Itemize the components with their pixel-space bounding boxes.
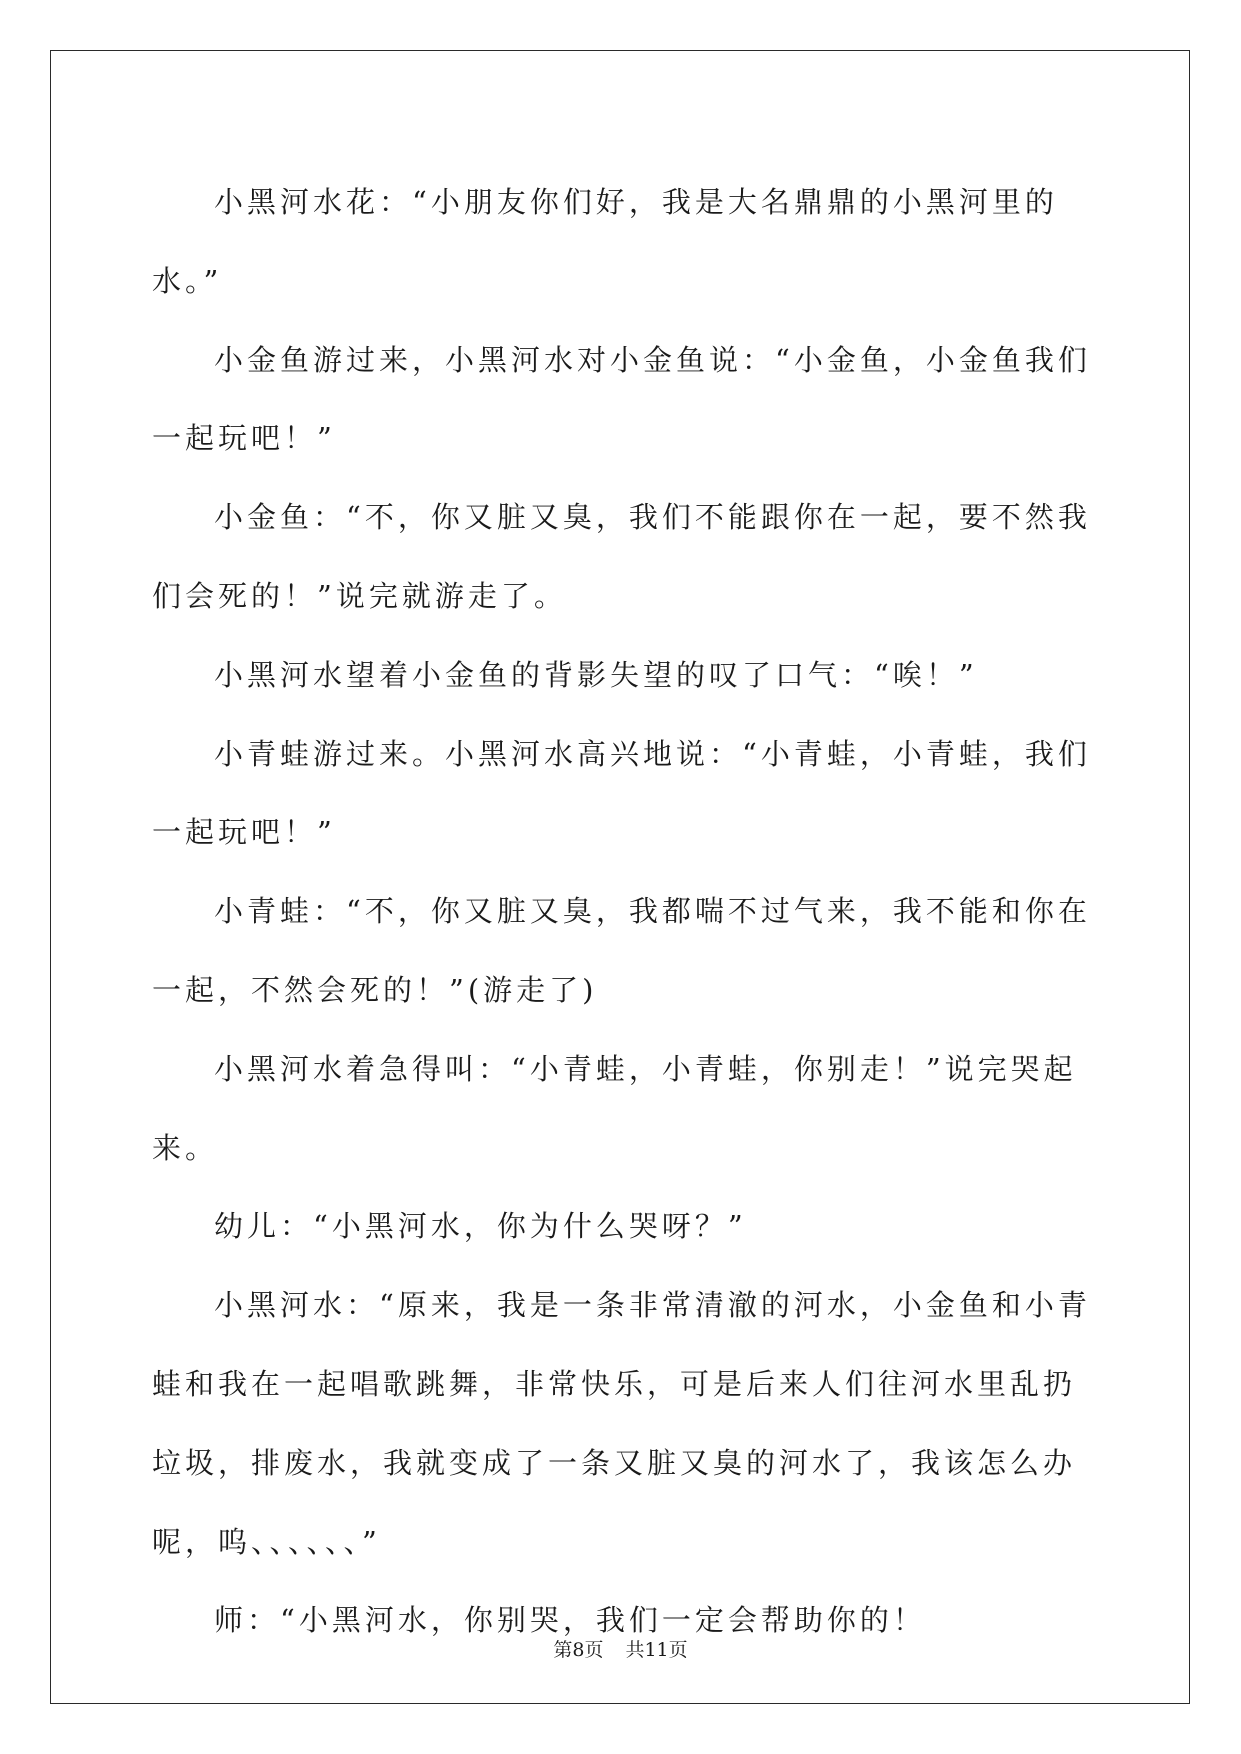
document-body bbox=[152, 163, 1096, 1660]
page-total: 共11页 bbox=[625, 1639, 688, 1661]
paragraph-9: 小黑河水：“原来，我是一条非常清澈的河水，小金鱼和小青蛙和我在一起唱歌跳舞，非常快乐，可是后来人们往河水里乱扔垃圾，排废水，我就变成了一条又脏又臭的河水了，我该怎么办呢，呜、、、、、、” bbox=[152, 1288, 1091, 1559]
paragraph-1: 小黑河水花：“小朋友你们好，我是大名鼎鼎的小黑河里的水。” bbox=[152, 185, 1058, 298]
page-number: 第8页 bbox=[553, 1639, 604, 1661]
paragraph-5: 小青蛙游过来。小黑河水高兴地说：“小青蛙，小青蛙，我们一起玩吧！” bbox=[152, 736, 1091, 850]
paragraph-8: 幼儿：“小黑河水，你为什么哭呀？” bbox=[214, 1209, 747, 1244]
page-footer bbox=[0, 1635, 1241, 1662]
paragraph-4: 小黑河水望着小金鱼的背影失望的叹了口气：“唉！” bbox=[214, 657, 978, 692]
paragraph-3: 小金鱼：“不，你又脏又臭，我们不能跟你在一起，要不然我们会死的！”说完就游走了。 bbox=[152, 500, 1091, 613]
paragraph-10: 师：“小黑河水，你别哭，我们一定会帮助你的！ bbox=[214, 1603, 926, 1638]
paragraph-7: 小黑河水着急得叫：“小青蛙，小青蛙，你别走！”说完哭起来。 bbox=[152, 1051, 1077, 1165]
paragraph-2: 小金鱼游过来，小黑河水对小金鱼说：“小金鱼，小金鱼我们一起玩吧！” bbox=[152, 342, 1091, 456]
paragraph-6: 小青蛙：“不，你又脏又臭，我都喘不过气来，我不能和你在一起，不然会死的！”(游走了) bbox=[152, 894, 1091, 1007]
